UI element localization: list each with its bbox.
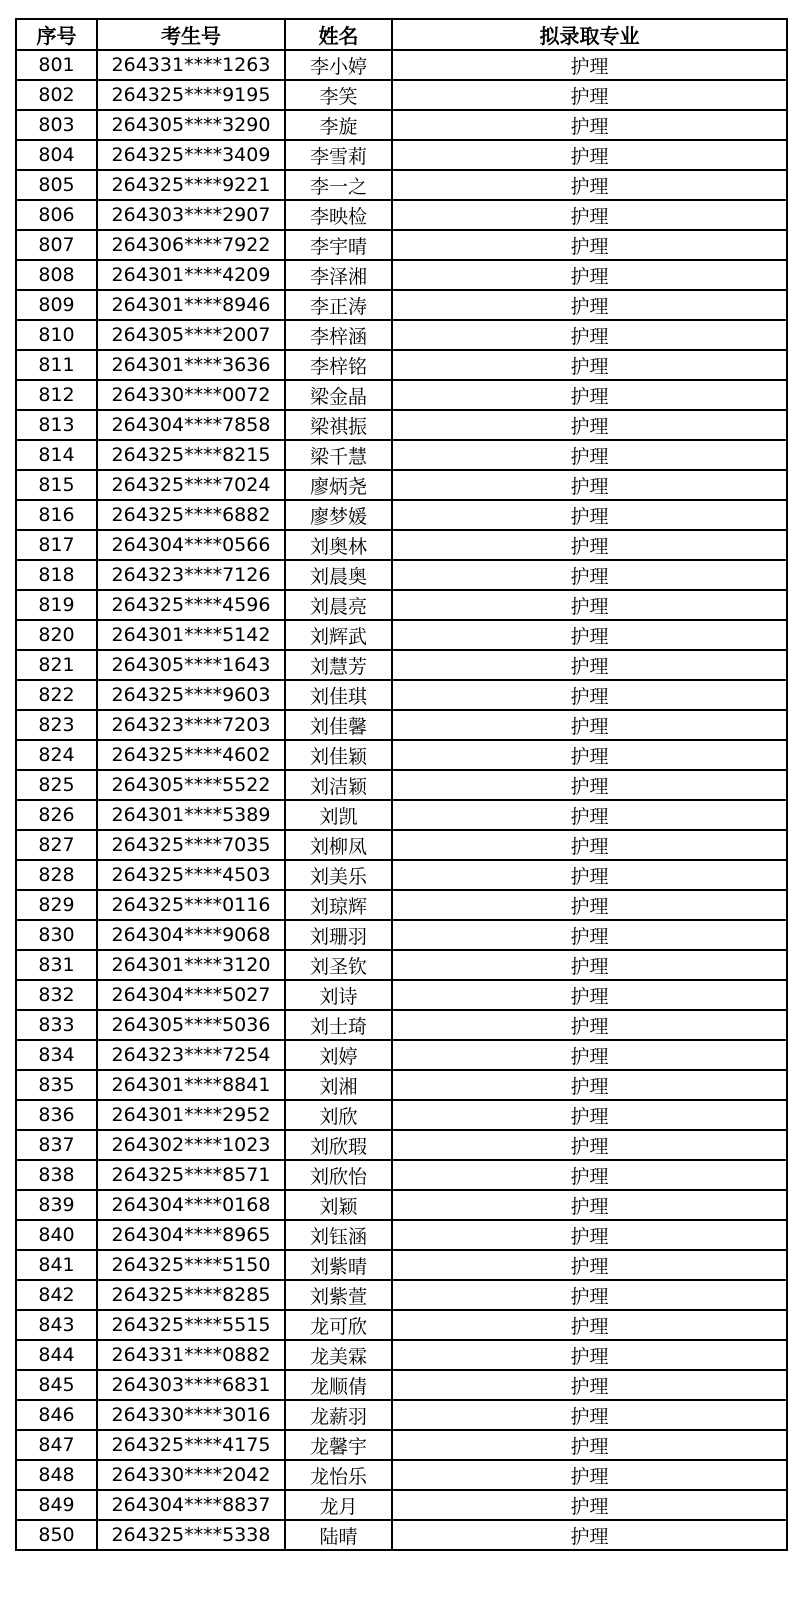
cell-name: 刘圣钦: [285, 950, 392, 980]
cell-exam-number: 264323****7203: [97, 710, 285, 740]
cell-exam-number: 264304****0168: [97, 1190, 285, 1220]
cell-name: 刘柳凤: [285, 830, 392, 860]
table-body: [16, 50, 787, 1550]
table-row: [16, 770, 787, 800]
cell-seq: 829: [16, 890, 97, 920]
cell-seq: 803: [16, 110, 97, 140]
table-row: [16, 200, 787, 230]
cell-major: 护理: [392, 1280, 787, 1310]
cell-seq: 816: [16, 500, 97, 530]
cell-major: 护理: [392, 530, 787, 560]
cell-major: 护理: [392, 1250, 787, 1280]
table-row: [16, 80, 787, 110]
cell-seq: 823: [16, 710, 97, 740]
cell-major: 护理: [392, 470, 787, 500]
cell-seq: 843: [16, 1310, 97, 1340]
cell-name: 刘紫萱: [285, 1280, 392, 1310]
cell-seq: 840: [16, 1220, 97, 1250]
cell-seq: 811: [16, 350, 97, 380]
cell-seq: 838: [16, 1160, 97, 1190]
cell-exam-number: 264325****8215: [97, 440, 285, 470]
cell-seq: 804: [16, 140, 97, 170]
cell-seq: 839: [16, 1190, 97, 1220]
cell-name: 龙薪羽: [285, 1400, 392, 1430]
cell-major: 护理: [392, 590, 787, 620]
cell-exam-number: 264325****3409: [97, 140, 285, 170]
table-row: [16, 1130, 787, 1160]
cell-seq: 847: [16, 1430, 97, 1460]
cell-name: 李映检: [285, 200, 392, 230]
cell-name: 李笑: [285, 80, 392, 110]
cell-exam-number: 264304****7858: [97, 410, 285, 440]
cell-major: 护理: [392, 950, 787, 980]
cell-name: 陆晴: [285, 1520, 392, 1550]
cell-exam-number: 264325****0116: [97, 890, 285, 920]
cell-name: 梁金晶: [285, 380, 392, 410]
cell-name: 刘钰涵: [285, 1220, 392, 1250]
cell-name: 龙顺倩: [285, 1370, 392, 1400]
cell-name: 刘晨奥: [285, 560, 392, 590]
cell-name: 刘琼辉: [285, 890, 392, 920]
cell-exam-number: 264303****2907: [97, 200, 285, 230]
cell-exam-number: 264325****9221: [97, 170, 285, 200]
header-exam-number: 考生号: [97, 19, 285, 50]
cell-name: 廖梦媛: [285, 500, 392, 530]
header-name: 姓名: [285, 19, 392, 50]
cell-exam-number: 264325****7024: [97, 470, 285, 500]
table-row: [16, 380, 787, 410]
cell-major: 护理: [392, 1340, 787, 1370]
header-row: [16, 19, 787, 50]
table-row: [16, 1040, 787, 1070]
table-row: [16, 1310, 787, 1340]
cell-major: 护理: [392, 1220, 787, 1250]
cell-name: 梁千慧: [285, 440, 392, 470]
cell-major: 护理: [392, 260, 787, 290]
cell-seq: 846: [16, 1400, 97, 1430]
cell-major: 护理: [392, 440, 787, 470]
cell-major: 护理: [392, 110, 787, 140]
table-row: [16, 590, 787, 620]
cell-exam-number: 264325****4503: [97, 860, 285, 890]
table-row: [16, 230, 787, 260]
table-row: [16, 530, 787, 560]
cell-name: 刘紫晴: [285, 1250, 392, 1280]
table-row: [16, 470, 787, 500]
cell-name: 刘颖: [285, 1190, 392, 1220]
cell-major: 护理: [392, 920, 787, 950]
cell-seq: 815: [16, 470, 97, 500]
cell-major: 护理: [392, 1430, 787, 1460]
table-row: [16, 260, 787, 290]
table-row: [16, 950, 787, 980]
cell-exam-number: 264305****1643: [97, 650, 285, 680]
cell-seq: 842: [16, 1280, 97, 1310]
cell-name: 龙怡乐: [285, 1460, 392, 1490]
cell-exam-number: 264325****5515: [97, 1310, 285, 1340]
cell-major: 护理: [392, 1520, 787, 1550]
cell-seq: 849: [16, 1490, 97, 1520]
cell-exam-number: 264323****7126: [97, 560, 285, 590]
admission-table: [15, 18, 788, 1551]
cell-exam-number: 264330****0072: [97, 380, 285, 410]
cell-major: 护理: [392, 650, 787, 680]
cell-exam-number: 264325****9195: [97, 80, 285, 110]
cell-major: 护理: [392, 350, 787, 380]
cell-major: 护理: [392, 1310, 787, 1340]
table-row: [16, 1070, 787, 1100]
table-row: [16, 410, 787, 440]
cell-name: 李正涛: [285, 290, 392, 320]
cell-exam-number: 264325****6882: [97, 500, 285, 530]
table-row: [16, 1460, 787, 1490]
cell-major: 护理: [392, 50, 787, 80]
table-row: [16, 1400, 787, 1430]
cell-exam-number: 264304****0566: [97, 530, 285, 560]
cell-exam-number: 264304****8837: [97, 1490, 285, 1520]
cell-seq: 820: [16, 620, 97, 650]
cell-name: 李梓涵: [285, 320, 392, 350]
cell-major: 护理: [392, 1100, 787, 1130]
cell-exam-number: 264304****5027: [97, 980, 285, 1010]
cell-seq: 828: [16, 860, 97, 890]
table-row: [16, 830, 787, 860]
cell-exam-number: 264325****4596: [97, 590, 285, 620]
cell-seq: 808: [16, 260, 97, 290]
cell-name: 梁祺振: [285, 410, 392, 440]
cell-exam-number: 264301****2952: [97, 1100, 285, 1130]
cell-exam-number: 264330****2042: [97, 1460, 285, 1490]
cell-seq: 813: [16, 410, 97, 440]
cell-name: 刘士琦: [285, 1010, 392, 1040]
cell-exam-number: 264301****5389: [97, 800, 285, 830]
cell-exam-number: 264301****3120: [97, 950, 285, 980]
cell-major: 护理: [392, 1400, 787, 1430]
cell-exam-number: 264330****3016: [97, 1400, 285, 1430]
cell-major: 护理: [392, 800, 787, 830]
cell-seq: 812: [16, 380, 97, 410]
cell-name: 李旋: [285, 110, 392, 140]
cell-name: 刘欣: [285, 1100, 392, 1130]
cell-seq: 844: [16, 1340, 97, 1370]
cell-seq: 807: [16, 230, 97, 260]
cell-major: 护理: [392, 680, 787, 710]
cell-name: 龙馨宇: [285, 1430, 392, 1460]
cell-seq: 817: [16, 530, 97, 560]
cell-major: 护理: [392, 860, 787, 890]
cell-name: 龙美霖: [285, 1340, 392, 1370]
table-row: [16, 1490, 787, 1520]
table-row: [16, 620, 787, 650]
table-row: [16, 1520, 787, 1550]
admission-table-container: [15, 18, 788, 1551]
cell-exam-number: 264301****8946: [97, 290, 285, 320]
cell-name: 刘欣怡: [285, 1160, 392, 1190]
cell-seq: 850: [16, 1520, 97, 1550]
cell-seq: 830: [16, 920, 97, 950]
cell-exam-number: 264302****1023: [97, 1130, 285, 1160]
cell-exam-number: 264325****8571: [97, 1160, 285, 1190]
cell-seq: 819: [16, 590, 97, 620]
cell-name: 李一之: [285, 170, 392, 200]
cell-major: 护理: [392, 410, 787, 440]
table-row: [16, 1220, 787, 1250]
table-row: [16, 1190, 787, 1220]
cell-exam-number: 264301****4209: [97, 260, 285, 290]
table-row: [16, 440, 787, 470]
cell-exam-number: 264306****7922: [97, 230, 285, 260]
cell-major: 护理: [392, 230, 787, 260]
table-row: [16, 320, 787, 350]
table-row: [16, 500, 787, 530]
cell-name: 李小婷: [285, 50, 392, 80]
cell-exam-number: 264331****0882: [97, 1340, 285, 1370]
cell-exam-number: 264303****6831: [97, 1370, 285, 1400]
cell-seq: 801: [16, 50, 97, 80]
table-row: [16, 1280, 787, 1310]
table-row: [16, 740, 787, 770]
cell-name: 刘洁颖: [285, 770, 392, 800]
cell-major: 护理: [392, 980, 787, 1010]
cell-major: 护理: [392, 80, 787, 110]
cell-major: 护理: [392, 740, 787, 770]
cell-seq: 836: [16, 1100, 97, 1130]
table-row: [16, 860, 787, 890]
cell-name: 刘美乐: [285, 860, 392, 890]
cell-seq: 822: [16, 680, 97, 710]
cell-name: 刘佳颖: [285, 740, 392, 770]
table-row: [16, 980, 787, 1010]
cell-name: 刘慧芳: [285, 650, 392, 680]
cell-major: 护理: [392, 1460, 787, 1490]
cell-exam-number: 264304****9068: [97, 920, 285, 950]
cell-seq: 810: [16, 320, 97, 350]
cell-exam-number: 264301****5142: [97, 620, 285, 650]
table-row: [16, 710, 787, 740]
cell-name: 刘佳琪: [285, 680, 392, 710]
cell-major: 护理: [392, 710, 787, 740]
cell-exam-number: 264323****7254: [97, 1040, 285, 1070]
cell-seq: 841: [16, 1250, 97, 1280]
cell-seq: 834: [16, 1040, 97, 1070]
cell-exam-number: 264305****3290: [97, 110, 285, 140]
cell-major: 护理: [392, 380, 787, 410]
cell-major: 护理: [392, 1160, 787, 1190]
cell-major: 护理: [392, 290, 787, 320]
cell-name: 刘凯: [285, 800, 392, 830]
cell-exam-number: 264325****5338: [97, 1520, 285, 1550]
cell-exam-number: 264305****5036: [97, 1010, 285, 1040]
cell-seq: 806: [16, 200, 97, 230]
cell-major: 护理: [392, 1370, 787, 1400]
cell-seq: 821: [16, 650, 97, 680]
cell-name: 李宇晴: [285, 230, 392, 260]
cell-major: 护理: [392, 1040, 787, 1070]
cell-name: 刘湘: [285, 1070, 392, 1100]
cell-major: 护理: [392, 200, 787, 230]
cell-name: 刘奥林: [285, 530, 392, 560]
cell-seq: 831: [16, 950, 97, 980]
cell-seq: 835: [16, 1070, 97, 1100]
cell-exam-number: 264325****5150: [97, 1250, 285, 1280]
cell-name: 刘晨亮: [285, 590, 392, 620]
table-row: [16, 290, 787, 320]
table-row: [16, 1010, 787, 1040]
cell-major: 护理: [392, 890, 787, 920]
cell-exam-number: 264331****1263: [97, 50, 285, 80]
cell-exam-number: 264304****8965: [97, 1220, 285, 1250]
cell-exam-number: 264325****9603: [97, 680, 285, 710]
table-row: [16, 1250, 787, 1280]
table-header: [16, 19, 787, 50]
cell-name: 廖炳尧: [285, 470, 392, 500]
cell-seq: 814: [16, 440, 97, 470]
cell-seq: 827: [16, 830, 97, 860]
cell-seq: 848: [16, 1460, 97, 1490]
table-row: [16, 1370, 787, 1400]
table-row: [16, 1340, 787, 1370]
cell-seq: 818: [16, 560, 97, 590]
cell-seq: 832: [16, 980, 97, 1010]
table-row: [16, 50, 787, 80]
cell-exam-number: 264301****8841: [97, 1070, 285, 1100]
table-row: [16, 680, 787, 710]
cell-major: 护理: [392, 140, 787, 170]
cell-exam-number: 264305****2007: [97, 320, 285, 350]
cell-seq: 802: [16, 80, 97, 110]
cell-major: 护理: [392, 620, 787, 650]
table-row: [16, 800, 787, 830]
cell-major: 护理: [392, 1070, 787, 1100]
cell-seq: 805: [16, 170, 97, 200]
cell-exam-number: 264325****4602: [97, 740, 285, 770]
cell-name: 刘婷: [285, 1040, 392, 1070]
cell-exam-number: 264325****7035: [97, 830, 285, 860]
cell-major: 护理: [392, 1490, 787, 1520]
cell-major: 护理: [392, 500, 787, 530]
cell-major: 护理: [392, 770, 787, 800]
cell-major: 护理: [392, 1190, 787, 1220]
table-row: [16, 140, 787, 170]
cell-seq: 833: [16, 1010, 97, 1040]
cell-name: 刘佳馨: [285, 710, 392, 740]
cell-exam-number: 264325****4175: [97, 1430, 285, 1460]
table-row: [16, 560, 787, 590]
cell-seq: 809: [16, 290, 97, 320]
cell-name: 龙可欣: [285, 1310, 392, 1340]
cell-name: 龙月: [285, 1490, 392, 1520]
cell-major: 护理: [392, 170, 787, 200]
table-row: [16, 110, 787, 140]
cell-name: 刘诗: [285, 980, 392, 1010]
table-row: [16, 170, 787, 200]
cell-major: 护理: [392, 1010, 787, 1040]
cell-exam-number: 264305****5522: [97, 770, 285, 800]
cell-major: 护理: [392, 830, 787, 860]
cell-major: 护理: [392, 560, 787, 590]
table-row: [16, 920, 787, 950]
header-major: 拟录取专业: [392, 19, 787, 50]
cell-name: 李雪莉: [285, 140, 392, 170]
cell-exam-number: 264301****3636: [97, 350, 285, 380]
cell-seq: 826: [16, 800, 97, 830]
cell-seq: 837: [16, 1130, 97, 1160]
cell-name: 李泽湘: [285, 260, 392, 290]
cell-exam-number: 264325****8285: [97, 1280, 285, 1310]
cell-name: 李梓铭: [285, 350, 392, 380]
table-row: [16, 1160, 787, 1190]
table-row: [16, 1100, 787, 1130]
cell-seq: 845: [16, 1370, 97, 1400]
cell-name: 刘珊羽: [285, 920, 392, 950]
cell-major: 护理: [392, 1130, 787, 1160]
cell-major: 护理: [392, 320, 787, 350]
cell-name: 刘欣瑕: [285, 1130, 392, 1160]
table-row: [16, 650, 787, 680]
table-row: [16, 1430, 787, 1460]
table-row: [16, 350, 787, 380]
cell-name: 刘辉武: [285, 620, 392, 650]
cell-seq: 825: [16, 770, 97, 800]
cell-seq: 824: [16, 740, 97, 770]
header-seq: 序号: [16, 19, 97, 50]
table-row: [16, 890, 787, 920]
